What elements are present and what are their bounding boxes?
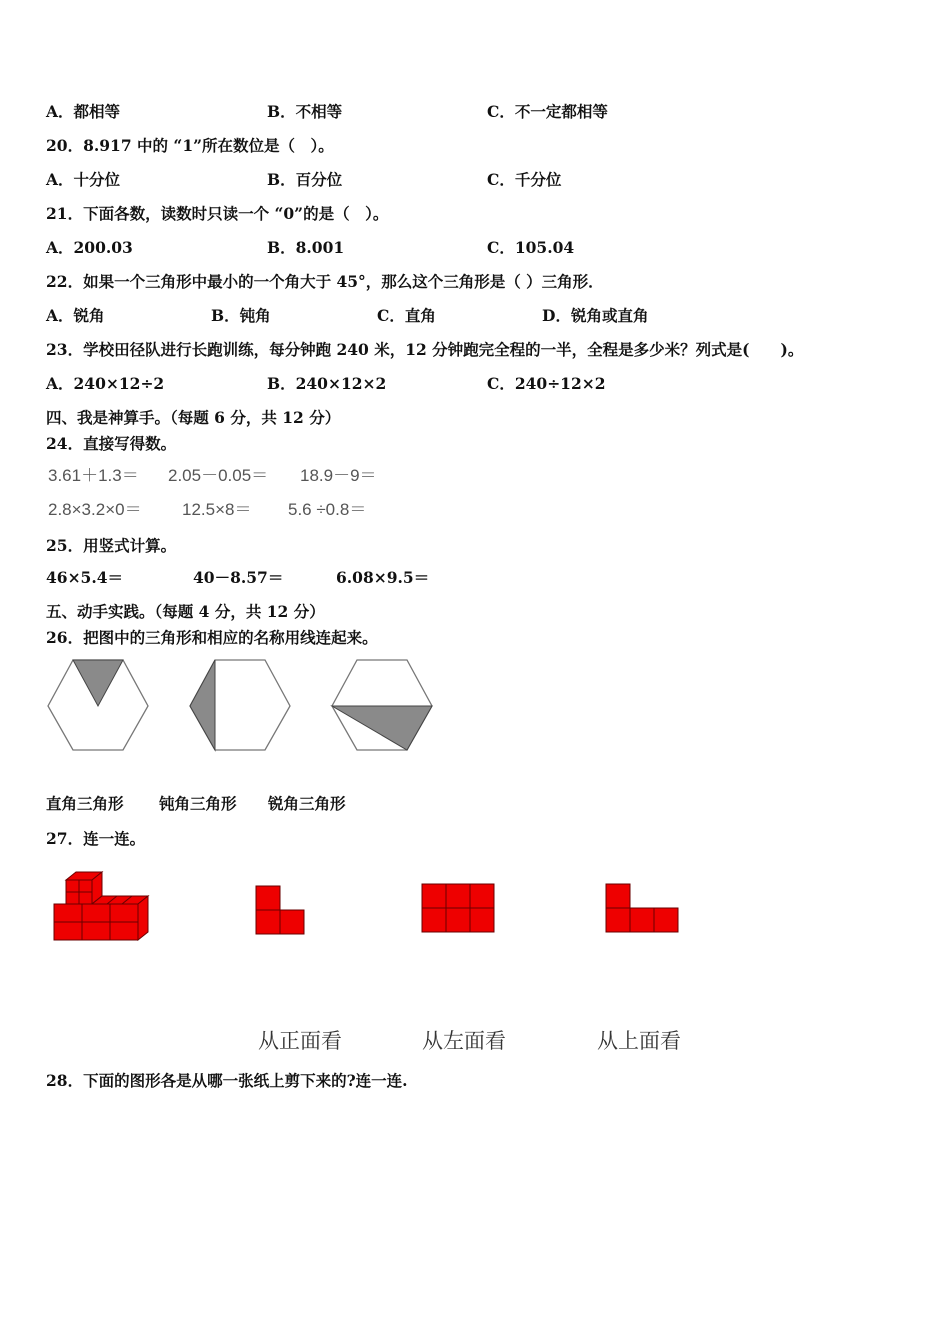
q19-option-c: C．不一定都相等 (487, 102, 608, 121)
q22-option-b: B．钝角 (211, 306, 271, 325)
q23-option-c: C．240÷12×2 (487, 374, 606, 393)
hexagon-right-triangle-figure (186, 658, 294, 754)
q26-stem: 26．把图中的三角形和相应的名称用线连起来。 (46, 628, 378, 647)
q19-option-b: B．不相等 (267, 102, 343, 121)
q20-option-b: B．百分位 (267, 170, 343, 189)
section-4-title: 四、我是神算手。（每题 6 分，共 12 分） (46, 408, 341, 427)
q22-option-c: C．直角 (377, 306, 436, 325)
q28-stem: 28．下面的图形各是从哪一张纸上剪下来的?连一连. (46, 1071, 408, 1090)
q24-calc-2: 2.05－0.05＝ (168, 466, 269, 485)
q24-calc-3: 18.9－9＝ (300, 466, 377, 485)
q21-stem: 21．下面各数，读数时只读一个 “0”的是（ ）。 (46, 204, 389, 223)
q26-label-right: 直角三角形 (46, 794, 124, 813)
section-5-title: 五、动手实践。（每题 4 分，共 12 分） (46, 602, 325, 621)
left-view-shape (420, 882, 496, 936)
view-label-left: 从左面看 (422, 1029, 506, 1053)
q20-stem: 20．8.917 中的 “1”所在数位是（ ）。 (46, 136, 334, 155)
q27-stem: 27．连一连。 (46, 829, 146, 848)
q25-stem: 25．用竖式计算。 (46, 536, 177, 555)
q25-item-2: 40－8.57＝ (193, 568, 284, 587)
q24-stem: 24．直接写得数。 (46, 434, 177, 453)
q22-option-a: A．锐角 (46, 306, 105, 325)
q21-option-b: B．8.001 (267, 238, 345, 257)
q22-stem: 22．如果一个三角形中最小的一个角大于 45°，那么这个三角形是（ ）三角形． (46, 272, 604, 291)
q20-option-c: C．千分位 (487, 170, 562, 189)
view-label-top: 从上面看 (597, 1029, 681, 1053)
q23-option-a: A．240×12÷2 (46, 374, 165, 393)
hexagon-obtuse-triangle-figure (328, 658, 436, 754)
q25-item-1: 46×5.4＝ (46, 568, 124, 587)
q23-stem: 23．学校田径队进行长跑训练，每分钟跑 240 米，12 分钟跑完全程的一半，全程是多少米？列式是( )。 (46, 340, 804, 359)
q21-option-c: C．105.04 (487, 238, 575, 257)
q19-option-a: A．都相等 (46, 102, 121, 121)
cube-stack-3d-figure (52, 870, 152, 946)
q26-label-obtuse: 钝角三角形 (159, 794, 237, 813)
q21-option-a: A．200.03 (46, 238, 133, 257)
q22-option-d: D．锐角或直角 (542, 306, 649, 325)
q24-calc-1: 3.61＋1.3＝ (48, 466, 139, 485)
q25-item-3: 6.08×9.5＝ (336, 568, 430, 587)
top-view-shape (604, 882, 682, 936)
q20-option-a: A．十分位 (46, 170, 121, 189)
q26-label-acute: 锐角三角形 (268, 794, 346, 813)
view-label-front: 从正面看 (258, 1029, 342, 1053)
q24-calc-4: 2.8×3.2×0＝ (48, 500, 142, 519)
hexagon-acute-triangle-figure (44, 658, 152, 754)
q23-option-b: B．240×12×2 (267, 374, 387, 393)
front-view-shape (254, 884, 306, 938)
q24-calc-5: 12.5×8＝ (182, 500, 252, 519)
q24-calc-6: 5.6 ÷0.8＝ (288, 500, 367, 519)
